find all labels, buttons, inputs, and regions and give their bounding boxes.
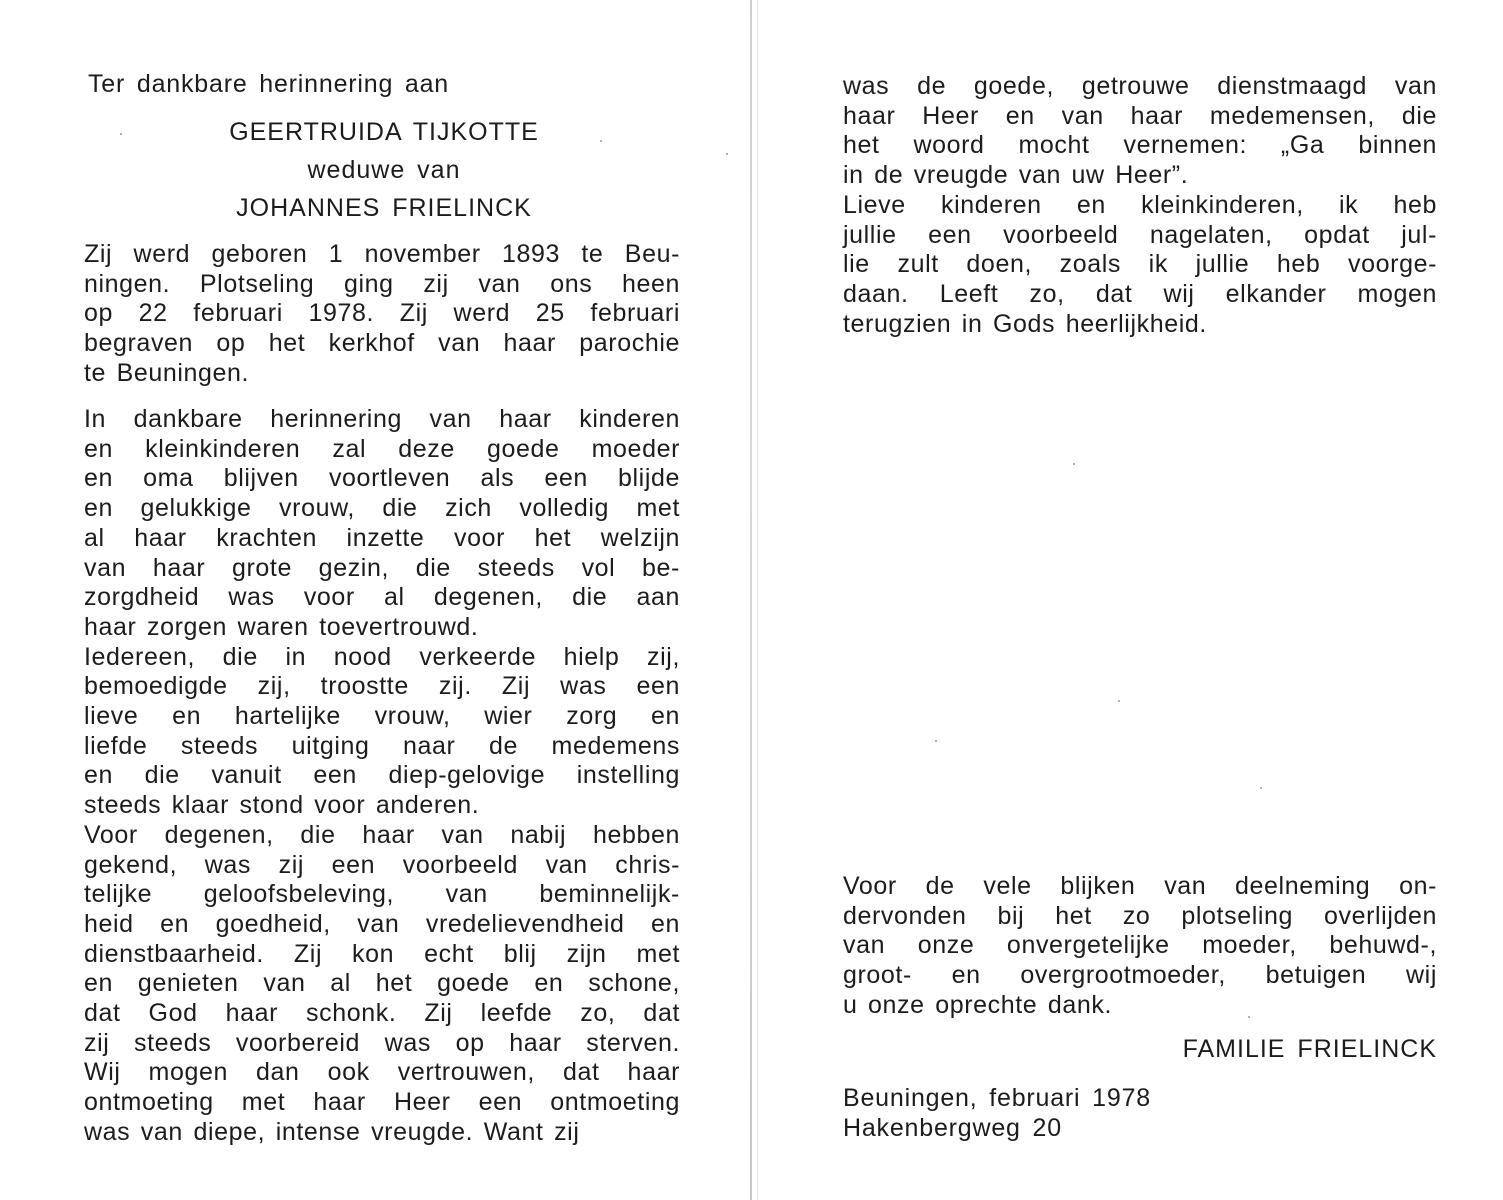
- text-line: daan. Leeft zo, dat wij elkander mogen: [843, 279, 1437, 308]
- text-line: dienstbaarheid. Zij kon echt blij zijn met: [84, 939, 680, 968]
- text-line: steeds klaar stond voor anderen.: [84, 791, 480, 820]
- print-speck: [1248, 1016, 1250, 1018]
- text-line: begraven op het kerkhof van haar parochie: [84, 329, 680, 358]
- thanks-paragraph: [843, 872, 1437, 1021]
- text-line: ontmoeting met haar Heer een ontmoeting: [84, 1088, 680, 1117]
- text-line: groot- en overgrootmoeder, betuigen wij: [843, 961, 1437, 990]
- text-line: en kleinkinderen zal deze goede moeder: [84, 434, 680, 463]
- left-page: [0, 0, 748, 1200]
- widow-of-label: weduwe van: [307, 156, 461, 184]
- print-speck: [935, 740, 937, 742]
- text-line: van haar grote gezin, die steeds vol be-: [84, 553, 680, 582]
- text-line: terugzien in Gods heerlijkheid.: [843, 309, 1207, 338]
- text-line: Voor de vele blijken van deelneming on-: [843, 872, 1437, 900]
- place-and-address: [843, 1083, 1151, 1143]
- text-line: liefde steeds uitging naar de medemens: [84, 731, 680, 760]
- text-line: Wij mogen dan ook vertrouwen, dat haar: [84, 1058, 680, 1087]
- print-speck: [726, 153, 728, 155]
- text-line: ningen. Plotseling ging zij van ons heen: [84, 269, 680, 298]
- text-line: Zij werd geboren 1 november 1893 te Beu-: [84, 240, 680, 268]
- text-line: al haar krachten inzette voor het welzijn: [84, 523, 680, 552]
- text-line: en gelukkige vrouw, die zich volledig met: [84, 494, 680, 523]
- text-line: op 22 februari 1978. Zij werd 25 februari: [84, 299, 680, 328]
- family-signature: FAMILIE FRIELINCK: [1182, 1035, 1437, 1063]
- continuation-paragraph: [843, 72, 1437, 339]
- text-line: lieve en hartelijke vrouw, wier zorg en: [84, 702, 680, 731]
- text-line: het woord mocht vernemen: „Ga binnen: [843, 131, 1437, 160]
- text-line: zij steeds voorbereid was op haar sterven.: [84, 1028, 680, 1057]
- text-line: haar Heer en van haar medemensen, die: [843, 101, 1437, 130]
- intro-line: Ter dankbare herinnering aan: [88, 70, 450, 98]
- text-line: dat God haar schonk. Zij leefde zo, dat: [84, 999, 680, 1028]
- text-line: Lieve kinderen en kleinkinderen, ik heb: [843, 190, 1437, 219]
- text-line: Voor degenen, die haar van nabij hebben: [84, 820, 680, 849]
- deceased-name: GEERTRUIDA TIJKOTTE: [229, 118, 539, 146]
- fold-line: [750, 0, 752, 1200]
- text-line: van onze onvergetelijke moeder, behuwd-,: [843, 931, 1437, 960]
- text-line: gekend, was zij een voorbeeld van chris-: [84, 850, 680, 879]
- birth-paragraph: [84, 240, 680, 389]
- text-line: u onze oprechte dank.: [843, 990, 1112, 1019]
- text-line: lie zult doen, zoals ik jullie heb voorge-: [843, 250, 1437, 279]
- place-date: Beuningen, februari 1978: [843, 1084, 1151, 1112]
- print-speck: [1260, 787, 1262, 789]
- text-line: bemoedigde zij, troostte zij. Zij was een: [84, 672, 680, 701]
- print-speck: [1073, 463, 1075, 465]
- text-line: te Beuningen.: [84, 358, 250, 387]
- text-line: en genieten van al het goede en schone,: [84, 969, 680, 998]
- text-line: In dankbare herinnering van haar kinderen: [84, 405, 680, 433]
- text-line: Iedereen, die in nood verkeerde hielp zij,: [84, 642, 680, 671]
- print-speck: [600, 140, 602, 142]
- print-speck: [1118, 700, 1120, 702]
- address: Hakenbergweg 20: [843, 1114, 1062, 1142]
- memory-paragraph: [84, 405, 680, 1148]
- text-line: dervonden bij het zo plotseling overlijden: [843, 901, 1437, 930]
- spouse-name: JOHANNES FRIELINCK: [236, 194, 532, 222]
- text-line: en oma blijven voortleven als een blijde: [84, 464, 680, 493]
- text-line: heid en goedheid, van vredelievendheid en: [84, 909, 680, 938]
- fold-line-shadow: [757, 0, 758, 1200]
- text-line: in de vreugde van uw Heer”.: [843, 161, 1189, 190]
- text-line: was van diepe, intense vreugde. Want zij: [84, 1117, 580, 1146]
- text-line: telijke geloofsbeleving, van beminnelijk-: [84, 880, 680, 909]
- text-line: en die vanuit een diep-gelovige instelling: [84, 761, 680, 790]
- print-speck: [120, 133, 122, 135]
- text-line: haar zorgen waren toevertrouwd.: [84, 612, 479, 641]
- text-line: zorgdheid was voor al degenen, die aan: [84, 583, 680, 612]
- text-line: jullie een voorbeeld nagelaten, opdat jul-: [843, 220, 1437, 249]
- text-line: was de goede, getrouwe dienstmaagd van: [843, 72, 1437, 100]
